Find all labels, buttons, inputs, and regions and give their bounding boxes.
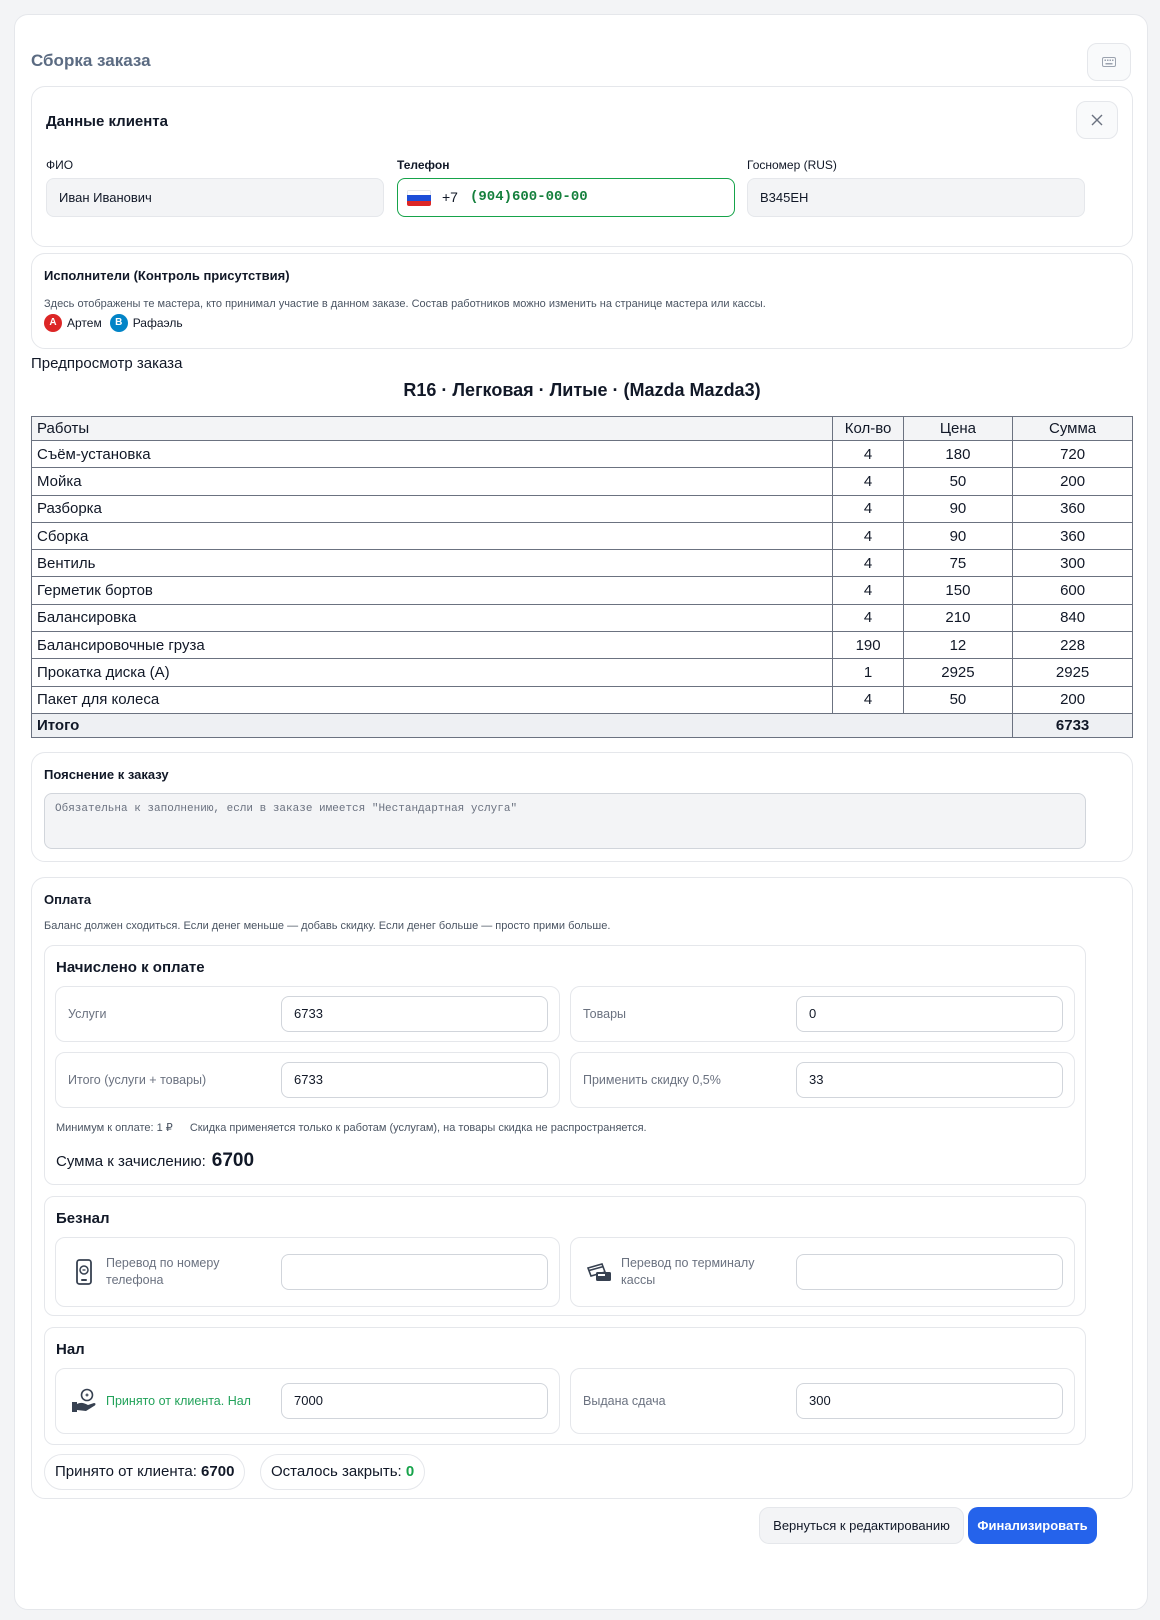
- name-field[interactable]: Иван Иванович: [46, 178, 384, 217]
- cashless-title: Безнал: [56, 1210, 110, 1227]
- russia-flag-icon: [407, 190, 431, 206]
- order-note-textarea[interactable]: Обязательна к заполнению, если в заказе имеется "Нестандартная услуга": [44, 793, 1086, 849]
- discount-input[interactable]: 33: [796, 1062, 1063, 1098]
- total-label: Итого: [32, 713, 1013, 737]
- discount-label: Применить скидку 0,5%: [583, 1073, 721, 1087]
- phone-number: (904)600-00-00: [470, 189, 588, 205]
- work-name: Герметик бортов: [32, 577, 833, 604]
- name-label: ФИО: [46, 158, 74, 172]
- work-qty: 4: [833, 495, 903, 522]
- executors-description: Здесь отображены те мастера, кто принимал участие в данном заказе. Состав работников можно изменить на странице мастера или кассы.: [44, 298, 766, 310]
- work-name: Балансировочные груза: [32, 632, 833, 659]
- total-box: [55, 1052, 560, 1108]
- work-qty: 4: [833, 468, 903, 495]
- work-qty: 190: [833, 632, 903, 659]
- order-note-title: Пояснение к заказу: [44, 767, 169, 782]
- executor-name: Артем: [67, 316, 102, 330]
- services-label: Услуги: [68, 1007, 107, 1021]
- work-sum: 360: [1013, 522, 1133, 549]
- work-sum: 300: [1013, 550, 1133, 577]
- close-icon: [1091, 114, 1103, 126]
- discount-hint: Скидка применяется только к работам (услугам), на товары скидка не распространяется.: [189, 1122, 647, 1134]
- work-price: 210: [903, 604, 1012, 631]
- remaining-label: Осталось закрыть:: [271, 1463, 402, 1480]
- work-qty: 4: [833, 604, 903, 631]
- column-header-sum: Сумма: [1013, 417, 1133, 441]
- work-name: Вентиль: [32, 550, 833, 577]
- phone-transfer-box: [55, 1237, 560, 1307]
- work-price: 12: [903, 632, 1012, 659]
- remaining-pill: [260, 1454, 425, 1490]
- work-name: Мойка: [32, 468, 833, 495]
- work-price: 2925: [903, 659, 1012, 686]
- executor-badge: A: [44, 314, 62, 332]
- executors-card: [31, 253, 1133, 349]
- work-sum: 200: [1013, 468, 1133, 495]
- table-row: [32, 550, 1133, 577]
- phone-transfer-label: Перевод по номеру телефона: [106, 1256, 220, 1287]
- column-header-qty: Кол-во: [833, 417, 903, 441]
- received-summary-label: Принято от клиента:: [55, 1463, 197, 1480]
- remaining-value: 0: [405, 1463, 415, 1480]
- charged-section: [44, 945, 1086, 1185]
- executors-list: [44, 314, 183, 332]
- work-price: 90: [903, 522, 1012, 549]
- goods-input[interactable]: 0: [796, 996, 1063, 1032]
- table-row: [32, 441, 1133, 468]
- preview-label: Предпросмотр заказа: [31, 355, 183, 372]
- cash-hand-icon: [70, 1387, 98, 1415]
- phone-transfer-icon: [70, 1258, 98, 1286]
- work-qty: 4: [833, 550, 903, 577]
- change-given-box: [570, 1368, 1075, 1434]
- work-qty: 1: [833, 659, 903, 686]
- goods-label: Товары: [583, 1007, 626, 1021]
- close-button[interactable]: [1076, 101, 1118, 139]
- cashless-section: [44, 1196, 1086, 1316]
- table-row: [32, 522, 1133, 549]
- work-qty: 4: [833, 577, 903, 604]
- work-name: Пакет для колеса: [32, 686, 833, 713]
- cash-title: Нал: [56, 1341, 85, 1358]
- table-row: [32, 604, 1133, 631]
- sum-to-credit-label: Сумма к зачислению:: [56, 1153, 206, 1170]
- work-name: Сборка: [32, 522, 833, 549]
- finalize-button[interactable]: Финализировать: [968, 1507, 1097, 1544]
- preview-heading: R16 · Легковая · Литые · (Mazda Mazda3): [403, 380, 761, 400]
- executor-badge: B: [110, 314, 128, 332]
- column-header-works: Работы: [32, 417, 833, 441]
- page-header: [31, 37, 1131, 83]
- plate-label: Госномер (RUS): [747, 158, 837, 172]
- table-total-row: [32, 713, 1133, 737]
- work-name: Прокатка диска (А): [32, 659, 833, 686]
- table-row: [32, 495, 1133, 522]
- goods-box: [570, 986, 1075, 1042]
- work-price: 75: [903, 550, 1012, 577]
- work-sum: 720: [1013, 441, 1133, 468]
- change-given-input[interactable]: 300: [796, 1383, 1063, 1419]
- works-table: [31, 416, 1133, 738]
- sum-to-credit-value: 6700: [211, 1150, 255, 1171]
- work-sum: 2925: [1013, 659, 1133, 686]
- cash-section: [44, 1327, 1086, 1445]
- executors-title: Исполнители (Контроль присутствия): [44, 268, 290, 283]
- work-price: 50: [903, 686, 1012, 713]
- keyboard-button[interactable]: [1087, 43, 1131, 81]
- client-data-card: [31, 86, 1133, 247]
- discount-box: [570, 1052, 1075, 1108]
- order-assembly-page: [14, 14, 1148, 1610]
- sum-to-credit: [56, 1150, 254, 1172]
- payment-card: [31, 877, 1133, 1499]
- work-price: 50: [903, 468, 1012, 495]
- client-data-title: Данные клиента: [46, 113, 168, 130]
- work-sum: 600: [1013, 577, 1133, 604]
- work-sum: 228: [1013, 632, 1133, 659]
- work-qty: 4: [833, 522, 903, 549]
- phone-transfer-input[interactable]: [281, 1254, 548, 1290]
- card-terminal-icon: [585, 1258, 613, 1286]
- cash-received-label: Принято от клиента. Нал: [106, 1393, 251, 1408]
- work-qty: 4: [833, 441, 903, 468]
- change-given-label: Выдана сдача: [583, 1394, 666, 1408]
- received-summary-value: 6700: [201, 1463, 235, 1480]
- min-payment-hint: Минимум к оплате: 1 ₽: [56, 1122, 173, 1134]
- table-row: [32, 686, 1133, 713]
- terminal-transfer-input[interactable]: [796, 1254, 1063, 1290]
- work-name: Балансировка: [32, 604, 833, 631]
- services-input[interactable]: 6733: [281, 996, 548, 1032]
- payment-description: Баланс должен сходиться. Если денег меньше — добавь скидку. Если денег больше — просто прими больше.: [44, 920, 611, 932]
- total-value: 6733: [1013, 713, 1133, 737]
- work-name: Съём-установка: [32, 441, 833, 468]
- total-services-goods-label: Итого (услуги + товары): [68, 1073, 207, 1087]
- work-sum: 360: [1013, 495, 1133, 522]
- table-row: [32, 577, 1133, 604]
- table-row: [32, 659, 1133, 686]
- total-services-goods-input[interactable]: 6733: [281, 1062, 548, 1098]
- phone-country-code: +7: [442, 189, 458, 205]
- work-sum: 840: [1013, 604, 1133, 631]
- work-price: 180: [903, 441, 1012, 468]
- payment-title: Оплата: [44, 892, 92, 907]
- work-price: 150: [903, 577, 1012, 604]
- keyboard-icon: [1102, 57, 1116, 67]
- work-name: Разборка: [32, 495, 833, 522]
- plate-field[interactable]: В345ЕН: [747, 178, 1085, 217]
- terminal-transfer-label: Перевод по терминалу кассы: [621, 1256, 755, 1287]
- phone-field[interactable]: [397, 178, 735, 217]
- executor-item: [110, 314, 183, 332]
- table-header-row: [32, 417, 1133, 441]
- executor-item: [44, 314, 102, 332]
- table-row: [32, 632, 1133, 659]
- work-qty: 4: [833, 686, 903, 713]
- page-title: Сборка заказа: [31, 51, 151, 70]
- payment-hints: [56, 1121, 647, 1134]
- work-sum: 200: [1013, 686, 1133, 713]
- back-to-edit-button[interactable]: Вернуться к редактированию: [759, 1507, 964, 1544]
- column-header-price: Цена: [903, 417, 1012, 441]
- order-note-card: [31, 752, 1133, 862]
- phone-label: Телефон: [397, 158, 450, 172]
- cash-received-input[interactable]: 7000: [281, 1383, 548, 1419]
- executor-name: Рафаэль: [132, 316, 183, 330]
- charged-title: Начислено к оплате: [56, 959, 205, 976]
- work-price: 90: [903, 495, 1012, 522]
- terminal-transfer-box: [570, 1237, 1075, 1307]
- received-summary-pill: [44, 1454, 245, 1490]
- services-box: [55, 986, 560, 1042]
- cash-received-box: [55, 1368, 560, 1434]
- table-row: [32, 468, 1133, 495]
